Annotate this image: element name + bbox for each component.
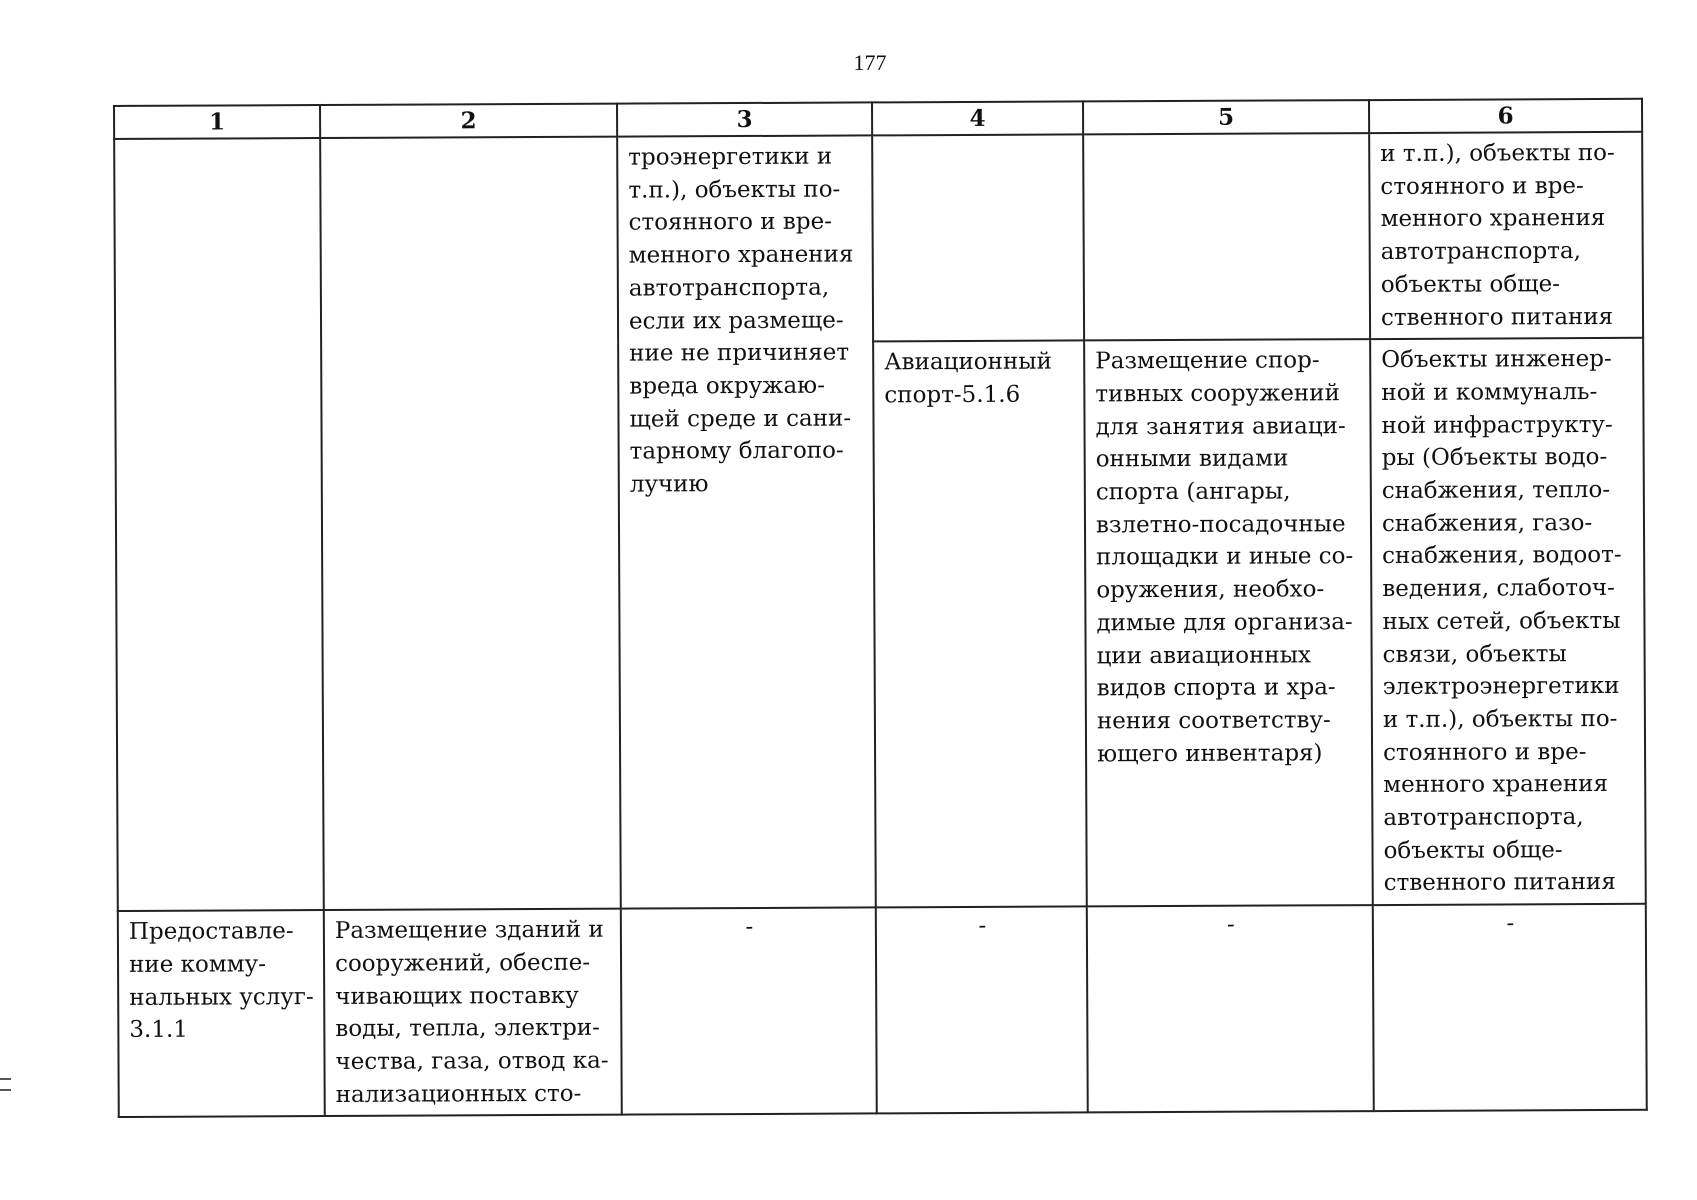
- table-cell-use-description: Размещение зданий и сооружений, обеспе- чивающих поставку воды, тепла, электри- чества, газа, отвод ка- нализационных сто-: [324, 909, 622, 1117]
- column-header-6: 6: [1369, 99, 1642, 133]
- table-cell-empty: [1083, 133, 1370, 341]
- land-use-table: [113, 98, 1648, 1119]
- column-header-5: 5: [1083, 100, 1369, 134]
- table-cell-permitted-objects: троэнергетики и т.п.), объекты по- стоянного и вре- менного хранения автотранспорта, если их размеще- ние не причиняет вреда окружаю- щей среде и сани- тарному благопо- лучию: [617, 135, 876, 908]
- table-cell-use-type: Авиационный спорт-5.1.6: [873, 341, 1087, 908]
- table-cell-dash: -: [876, 907, 1088, 1114]
- margin-mark: [0, 1078, 11, 1091]
- table-cell-use-description: Размещение спор- тивных сооружений для занятия авиаци- онными видами спорта (ангары, взлетно-посадочные площадки и иные со- оружения, необхо- димые для организа- ции авиационных видов спорта и хра- нения соответству- ющего инвентаря): [1084, 339, 1373, 906]
- table-row: [118, 904, 1647, 1117]
- table-cell-dash: -: [621, 908, 877, 1115]
- table-cell-dash: -: [1373, 904, 1647, 1112]
- page-number: 177: [853, 50, 887, 75]
- column-header-2: 2: [320, 104, 617, 138]
- table-row: [114, 132, 1643, 345]
- table-cell-empty: [320, 137, 621, 911]
- table-cell-empty: [114, 138, 324, 911]
- column-header-1: 1: [114, 105, 320, 139]
- column-header-4: 4: [872, 101, 1083, 135]
- table-cell-dash: -: [1087, 905, 1374, 1113]
- table-cell-auxiliary-objects: Объекты инженер- ной и коммуналь- ной инфраструкту- ры (Объекты водо- снабжения, тепло- снабжения, газо- снабжения, водоот- ведения, слаботоч- ных сетей, объекты связи, объекты электроэнергетики и т.п.), объекты по- стоянного и вре- менного хранения автотранспорта, объекты обще- ственного питания: [1370, 338, 1646, 905]
- table-cell-empty: [872, 134, 1084, 341]
- table-cell-use-type: Предоставле- ние комму- нальных услуг- 3.1.1: [118, 910, 325, 1117]
- table-cell-auxiliary-objects: и т.п.), объекты по- стоянного и вре- менного хранения автотранспорта, объекты обще- ственного питания: [1369, 132, 1643, 340]
- column-header-3: 3: [617, 102, 872, 136]
